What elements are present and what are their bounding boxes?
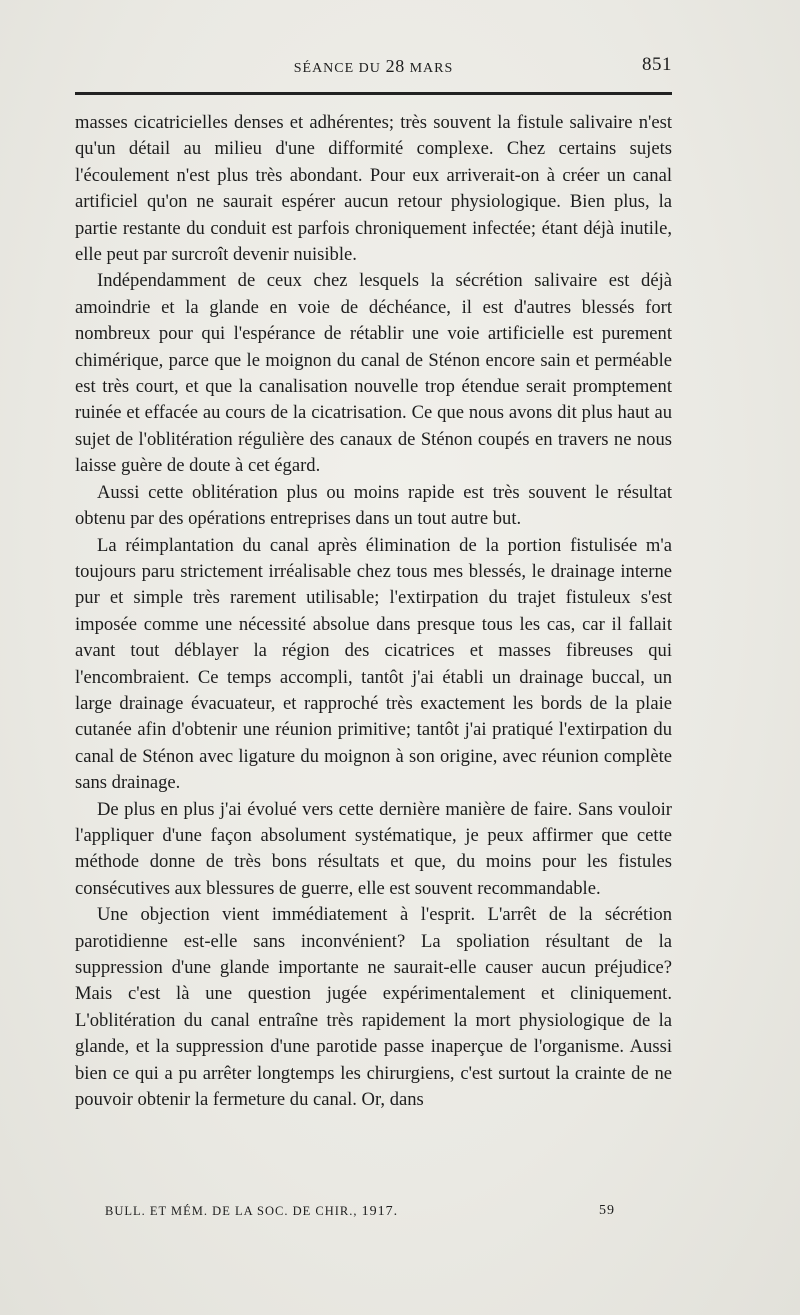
footer-year: 1917. xyxy=(361,1204,399,1219)
paragraph-6: Une objection vient immédiatement à l'esprit. L'arrêt de la sécrétion parotidienne est-elle sans inconvénient? La spoliation résultant de la suppression d'une glande importante ne saurait-elle causer aucun préjudice? Mais c'est là une question jugée expérimentalement et cliniquement. L'oblitération du canal entraîne très rapidement la mort physiologique de la glande, et la suppression d'une parotide passe inaperçue de l'organisme. Aussi bien ce qui a pu arrêter longtemps les chirurgiens, c'est surtout la crainte de ne pouvoir obtenir la fermeture du canal. Or, dans xyxy=(75,904,672,1111)
header-rule xyxy=(75,92,672,95)
running-head xyxy=(75,56,672,77)
footer-journal xyxy=(105,1204,398,1220)
paragraph-3: Aussi cette oblitération plus ou moins rapide est très souvent le résultat obtenu par des opérations entreprises dans un tout autre but. xyxy=(75,481,672,530)
paragraph-5: De plus en plus j'ai évolué vers cette dernière manière de faire. Sans vouloir l'appliquer d'une façon absolument systématique, je peux affirmer que cette méthode donne de très bons résultats et que, du moins pour les fistules consécutives aux blessures de guerre, elle est souvent recommandable. xyxy=(75,798,672,899)
page-header xyxy=(75,52,672,78)
running-head-day: 28 xyxy=(385,56,405,76)
running-head-prefix: SÉANCE DU xyxy=(293,61,381,76)
paragraph-1: masses cicatricielles denses et adhérentes; très souvent la fistule salivaire n'est qu'un détail au milieu d'une difformité complexe. Chez certains sujets l'écoulement n'est plus très abondant. Pour eux arriverait-on à créer un canal artificiel qu'on ne saurait espérer aucun retour physiologique. Bien plus, la partie restante du conduit est parfois chroniquement infectée; étant déjà inutile, elle peut par surcroît devenir nuisible. xyxy=(75,112,672,266)
page-footer xyxy=(105,1204,615,1224)
footer-journal-title: BULL. ET MÉM. DE LA SOC. DE CHIR., xyxy=(105,1204,358,1218)
paragraph-2: Indépendamment de ceux chez lesquels la sécrétion salivaire est déjà amoindrie et la glande en voie de déchéance, il est d'autres blessés fort nombreux pour qui l'espérance de rétablir une voie artificielle est purement chimérique, parce que le moignon du canal de Sténon encore sain et perméable est très court, et que la canalisation nouvelle trop étendue serait promptement ruinée et effacée au cours de la cicatrisation. Ce que nous avons dit plus haut au sujet de l'oblitération régulière des canaux de Sténon coupés en travers ne nous laisse guère de doute à cet égard. xyxy=(75,270,672,477)
paragraph-4: La réimplantation du canal après élimination de la portion fistulisée m'a toujours paru strictement irréalisable chez tous mes blessés, le drainage interne pur et simple très rarement utilisable; l'extirpation du trajet fistuleux s'est imposée comme une nécessité absolue dans presque tous les cas, car il fallait avant tout déblayer la région des cicatrices et masses fibreuses qui l'encombraient. Ce temps accompli, tantôt j'ai établi un drainage buccal, un large drainage évacuateur, et rapproché très exactement les bords de la plaie cutanée afin d'obtenir une réunion primitive; tantôt j'ai pratiqué l'extirpation du canal de Sténon avec ligature du moignon à son origine, avec réunion complète sans drainage. xyxy=(75,534,672,794)
running-head-month: MARS xyxy=(409,61,454,76)
page-number: 851 xyxy=(642,54,672,75)
footer-signature: 59 xyxy=(599,1203,615,1218)
body-text xyxy=(75,110,672,1113)
